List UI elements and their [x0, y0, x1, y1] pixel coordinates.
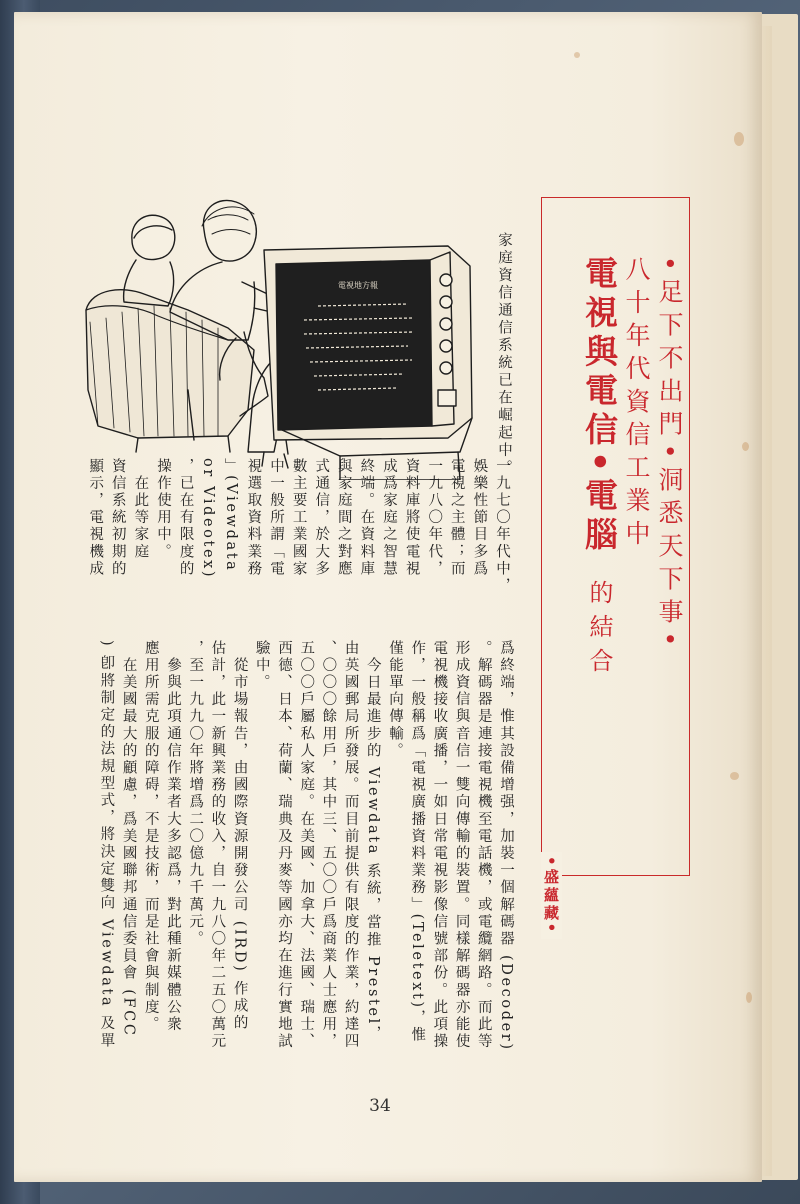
text-column: ，已在有限度的 — [177, 458, 194, 578]
title-line-2: 八十年代資信工業中 — [622, 256, 651, 553]
text-column: 形成資信與音信一雙向傳輸的裝置。同樣解碼器亦能使 — [453, 640, 470, 1051]
text-column: 、〇〇〇餘用戶，其中三、五〇〇戶爲商業人士應用， — [320, 640, 337, 1051]
text-column: 驗中。 — [253, 640, 270, 692]
text-column: 應用所需克服的障碍，不是技術，而是社會與制度。 — [142, 640, 159, 1034]
title-tail: 的結合 — [585, 580, 613, 683]
foxing-spot — [734, 132, 744, 146]
text-column: 數主要工業國家 — [290, 458, 307, 578]
text-column: 五〇〇戶屬私人家庭。在美國、加拿大、法國、瑞士、 — [298, 640, 315, 1051]
text-column: 操作使用中。 — [155, 458, 171, 561]
text-column: 在此等家庭 — [132, 458, 149, 561]
text-column: 在美國最大的顧慮，爲美國聯邦通信委員會 (FCC — [120, 640, 137, 1038]
title-line-1: •足下不出門•洞悉天下事• — [655, 256, 684, 655]
text-column: 電視之主體；而 — [448, 458, 465, 578]
text-column: 中一般所謂「電 — [268, 458, 284, 578]
text-column: 娛樂性節目多爲 — [471, 458, 488, 578]
text-column: 式通信，於大多 — [313, 458, 330, 578]
author-name: •盛蘊藏• — [541, 852, 562, 939]
text-column: 僅能單向傳輸。 — [387, 640, 403, 760]
tv-screen-header: 電視地方報 — [338, 281, 378, 290]
text-column: 終端。在資料庫 — [358, 458, 375, 578]
foxing-spot — [746, 992, 752, 1003]
title-main: 電視與電信•電腦 — [580, 256, 619, 557]
text-column: ，至一九九〇年將增爲二〇億九千萬元。 — [187, 640, 204, 948]
text-column: 估計，此一新興業務的收入，自一九八〇年二五〇萬元 — [209, 640, 226, 1051]
text-column: 由英國郵局所發展。而目前提供有限度的作業，約達四 — [342, 640, 359, 1051]
text-column: 一九八〇年代， — [426, 458, 443, 578]
text-column: ) 卽將制定的法規型式，將決定雙向 Viewdata 及單 — [98, 640, 115, 1050]
text-column: 一九七〇年代中， — [494, 458, 510, 595]
text-column: 從市場報告，由國際資源開發公司 (IRD) 作成的 — [231, 640, 248, 1032]
family-tv-illustration — [78, 190, 484, 480]
text-column: 視選取資料業務 — [245, 458, 262, 578]
foxing-spot — [574, 52, 580, 58]
text-column: 成爲家庭之智慧 — [381, 458, 397, 578]
text-column: or Videotex) — [200, 458, 217, 580]
page-number: 34 — [369, 1096, 391, 1116]
illustration-caption: 家庭資信通信系統已在崛起中。 — [496, 232, 512, 477]
text-column: 」(Viewdata — [222, 458, 239, 573]
text-column: 今日最進步的 Viewdata 系統，當推 Prestel， — [364, 640, 381, 1043]
article-title — [546, 256, 686, 866]
text-column: 資信系統初期的 — [109, 458, 126, 578]
foxing-spot — [742, 442, 749, 451]
text-column: 資料庫將使電視 — [403, 458, 420, 578]
text-column: 。解碼器是連接電視機至電話機，或電纜網路。而此等 — [475, 640, 492, 1051]
text-column: 電視機接收廣播，一如日常電視影像信號部份。此項操 — [431, 640, 448, 1051]
text-column: 顯示，電視機成 — [87, 458, 104, 578]
text-column: 與家庭間之對應 — [335, 458, 352, 578]
text-column: 西德、日本、荷蘭、瑞典及丹麥等國亦均在進行實地試 — [276, 640, 292, 1051]
text-column: 爲終端，惟其設備增强，加裝一個解碼器 (Decoder) — [498, 640, 514, 1052]
foxing-spot — [730, 772, 739, 780]
text-column: 作，一般稱爲「電視廣播資料業務」(Teletext)，惟 — [409, 640, 426, 1044]
text-column: 參與此項通信作業者大多認爲，對此種新媒體公衆 — [165, 640, 181, 1034]
title-line-3 — [578, 256, 620, 866]
